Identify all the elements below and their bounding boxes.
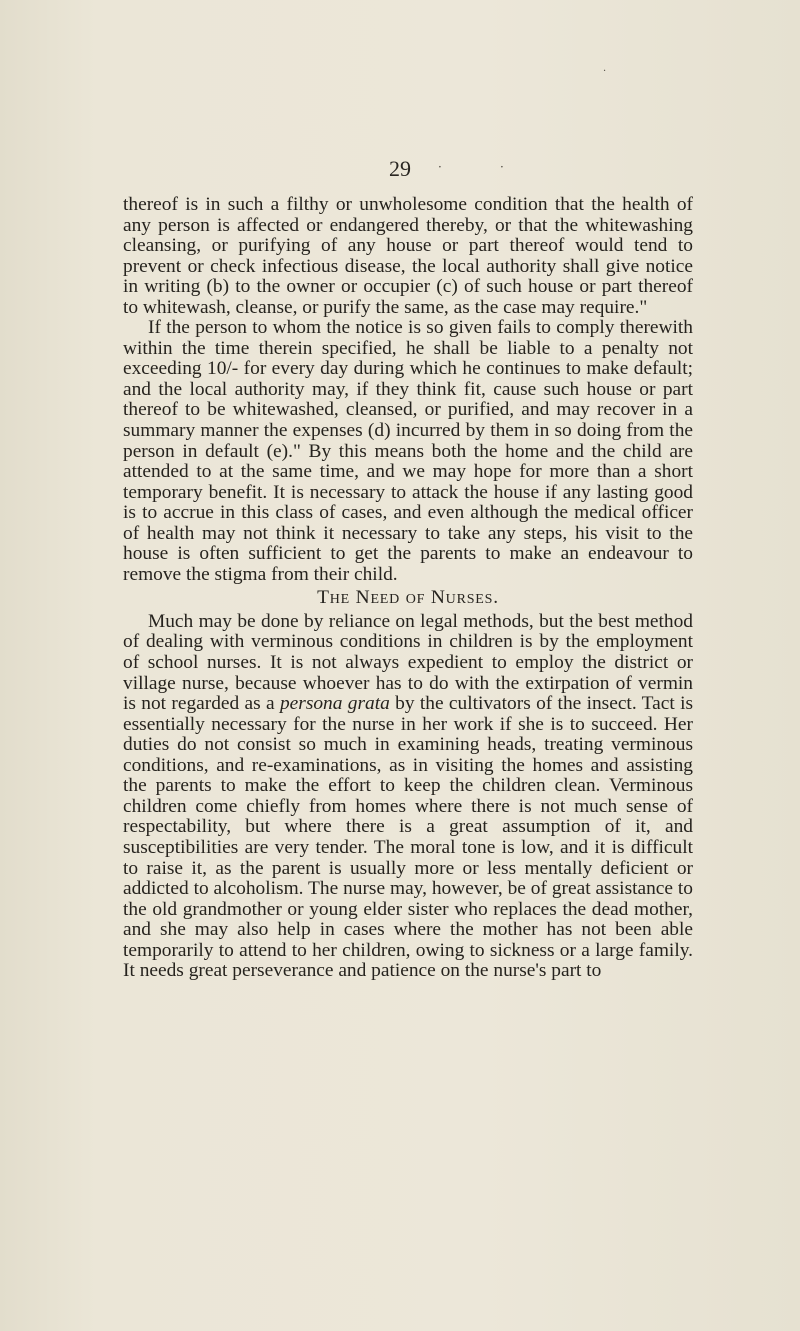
section-heading: The Need of Nurses.	[317, 587, 499, 609]
print-speck: ·	[603, 66, 607, 77]
paragraph: thereof is in such a filthy or unwholesome condition that the health of any person is affected or endangered thereby, or that the whitewashing cleansing, or purifying of any house or part thereof would tend to prevent or check infectious disease, the local authority shall give notice in writing (b) to the owner or occupier (c) of such house or part thereof to whitewash, cleanse, or purify the same, as the case may require."	[123, 194, 693, 318]
print-speck: ·	[438, 160, 442, 174]
paragraph-text: Much may be done by reliance on legal methods, but the best method of dealing with verminous conditions in children is by the employment of school nurses. It is not always expedient to employ the district or village nurse, because whoever has to do with the extirpation of vermin is not regarded as a	[123, 610, 693, 715]
print-speck: ·	[500, 160, 504, 174]
body-text	[123, 195, 693, 982]
italic-phrase: persona grata	[279, 693, 390, 715]
page-number: 29	[389, 156, 411, 181]
paragraph: If the person to whom the notice is so given fails to comply therewith within the time therein specified, he shall be liable to a penalty not exceeding 10/- for every day during which he continues to make default; and the local authority may, if they think fit, cause such house or part thereof to be whitewashed, cleansed, or purified, and may recover in a summary manner the expenses (d) incurred by them in so doing from the person in default (e)." By this means both the home and the child are attended to at the same time, and we may hope for more than a short temporary benefit. It is necessary to attack the house if any lasting good is to accrue in this class of cases, and even although the medical officer of health may not think it necessary to take any steps, his visit to the house is often sufficient to get the parents to make an endeavour to remove the stigma from their child.	[123, 317, 693, 585]
paragraph-text: by the cultivators of the insect. Tact is essentially necessary for the nurse in her work if she is to succeed. Her duties do not consist so much in examining heads, treating verminous conditions, and re-examinations, as in visiting the homes and assisting the parents to make the effort to keep the children clean. Verminous children come chiefly from homes where there is not much sense of respectability, but where there is a great assumption of it, and susceptibilities are very tender. The moral tone is low, and it is difficult to raise it, as the parent is usually more or less mentally deficient or addicted to alcoholism. The nurse may, however, be of great assistance to the old grandmother or young elder sister who replaces the dead mother, and she may also help in cases where the mother has not been able temporarily to attend to her children, owing to sickness or a large family. It needs great perseverance and patience on the nurse's part to	[123, 693, 694, 982]
paragraph	[123, 612, 693, 982]
